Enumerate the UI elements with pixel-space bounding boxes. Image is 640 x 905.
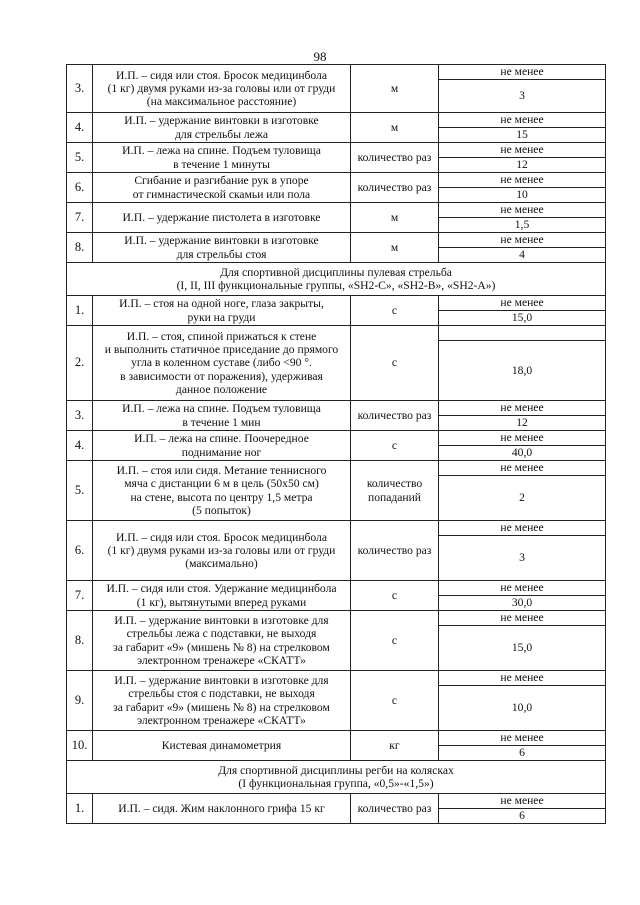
norm-value: 6 xyxy=(439,809,606,824)
exercise-line: поднимание ног xyxy=(181,445,262,459)
exercise-cell xyxy=(93,794,351,824)
section-header-line: (I функциональная группа, «0,5»-«1,5») xyxy=(238,777,434,790)
exercise-line: стрельбы лежа с подставки, не выходя xyxy=(126,627,317,641)
exercise-line: И.П. – сидя или стоя. Бросок медицинбола xyxy=(115,530,327,544)
exercise-line: (на максимальное расстояние) xyxy=(146,95,297,109)
exercise-line: (1 кг), вытянутыми вперед руками xyxy=(136,595,307,609)
unit-cell: количество раз xyxy=(351,521,439,581)
unit-cell: количество раз xyxy=(351,173,439,203)
norm-value: 2 xyxy=(439,476,606,521)
exercise-line: за габарит «9» (мишень № 8) на стрелковом xyxy=(113,640,330,654)
exercise-line: на стене, высота по центру 1,5 метра xyxy=(130,490,313,504)
exercise-line: (1 кг) двумя руками из-за головы или от груди xyxy=(107,81,336,95)
exercise-line: в течение 1 мин xyxy=(182,415,261,429)
norm-label: не менее xyxy=(439,671,606,686)
exercise-line: Кистевая динамометрия xyxy=(161,738,282,752)
table-row xyxy=(67,731,606,746)
norm-value: 40,0 xyxy=(439,446,606,461)
exercise-cell xyxy=(93,233,351,263)
exercise-line: от гимнастической скамьи или пола xyxy=(132,187,311,201)
exercise-cell xyxy=(93,65,351,113)
norm-label: не менее xyxy=(439,794,606,809)
table-row xyxy=(67,401,606,416)
exercise-line: И.П. – сидя или стоя. Бросок медицинбола xyxy=(115,68,327,82)
exercise-cell xyxy=(93,671,351,731)
table-row xyxy=(67,611,606,626)
unit-cell: количество раз xyxy=(351,143,439,173)
norm-label: не менее xyxy=(439,611,606,626)
row-number: 4. xyxy=(67,431,93,461)
unit-cell: количество раз xyxy=(351,794,439,824)
table-row xyxy=(67,431,606,446)
norm-label: не менее xyxy=(439,731,606,746)
norm-label: не менее xyxy=(439,173,606,188)
exercise-cell xyxy=(93,113,351,143)
unit-cell: количество попаданий xyxy=(351,461,439,521)
page-number: 98 xyxy=(313,49,327,64)
section-header-row xyxy=(67,263,606,296)
exercise-line: для стрельбы лежа xyxy=(175,127,268,141)
exercise-line: электронном тренажере «СКАТТ» xyxy=(137,653,306,667)
row-number: 8. xyxy=(67,233,93,263)
exercise-line: в течение 1 минуты xyxy=(173,157,270,171)
section-header xyxy=(67,263,606,296)
section-header xyxy=(67,761,606,794)
table-row xyxy=(67,113,606,128)
unit-cell: м xyxy=(351,65,439,113)
exercise-line: И.П. – удержание винтовки в изготовке для xyxy=(114,674,329,688)
exercise-line: и выполнить статичное приседание до прямого xyxy=(104,343,339,357)
table-row xyxy=(67,173,606,188)
exercise-cell xyxy=(93,731,351,761)
exercise-cell xyxy=(93,203,351,233)
exercise-line: электронном тренажере «СКАТТ» xyxy=(137,713,306,727)
norm-label: не менее xyxy=(439,143,606,158)
exercise-line: И.П. – лежа на спине. Подъем туловища xyxy=(122,402,321,416)
row-number: 1. xyxy=(67,794,93,824)
norm-value: 6 xyxy=(439,746,606,761)
table-row xyxy=(67,671,606,686)
norm-label: не менее xyxy=(439,233,606,248)
exercise-line: И.П. – сидя. Жим наклонного грифа 15 кг xyxy=(118,801,325,815)
table-row xyxy=(67,203,606,218)
norm-label: не менее xyxy=(439,461,606,476)
exercise-line: стрельбы стоя с подставки, не выходя xyxy=(128,687,315,701)
exercise-line: руки на груди xyxy=(187,310,256,324)
unit-cell: с xyxy=(351,326,439,401)
row-number: 6. xyxy=(67,521,93,581)
table-row xyxy=(67,521,606,536)
exercise-cell xyxy=(93,401,351,431)
unit-cell: с xyxy=(351,671,439,731)
norm-label: не менее xyxy=(439,296,606,311)
exercise-cell xyxy=(93,461,351,521)
unit-cell: м xyxy=(351,113,439,143)
exercise-line: И.П. – удержание винтовки в изготовке xyxy=(124,234,319,248)
row-number: 10. xyxy=(67,731,93,761)
norm-value: 15,0 xyxy=(439,626,606,671)
row-number: 3. xyxy=(67,401,93,431)
exercise-line: И.П. – удержание винтовки в изготовке для xyxy=(114,614,329,628)
unit-cell: м xyxy=(351,203,439,233)
exercise-line: данное положение xyxy=(175,382,268,396)
exercise-line: Сгибание и разгибание рук в упоре xyxy=(134,174,309,188)
row-number: 4. xyxy=(67,113,93,143)
norm-value: 12 xyxy=(439,416,606,431)
norms-table-body xyxy=(67,65,606,824)
exercise-cell xyxy=(93,521,351,581)
norm-label: не менее xyxy=(439,401,606,416)
row-number: 5. xyxy=(67,143,93,173)
section-header-line: (I, II, III функциональные группы, «SH2-C», «SH2-B», «SH2-A») xyxy=(176,279,496,292)
exercise-line: И.П. – лежа на спине. Подъем туловища xyxy=(122,144,321,158)
norm-label: не менее xyxy=(439,113,606,128)
norm-value: 12 xyxy=(439,158,606,173)
table-row xyxy=(67,326,606,341)
norm-value: 15,0 xyxy=(439,311,606,326)
exercise-line: в зависимости от поражения), удерживая xyxy=(120,369,323,383)
norms-table xyxy=(66,64,606,824)
norm-label: не менее xyxy=(439,65,606,80)
norm-label xyxy=(439,326,606,341)
exercise-line: И.П. – сидя или стоя. Удержание медицинбола xyxy=(106,582,337,596)
exercise-cell xyxy=(93,173,351,203)
exercise-line: И.П. – стоя, спиной прижаться к стене xyxy=(126,329,317,343)
exercise-cell xyxy=(93,581,351,611)
exercise-cell xyxy=(93,611,351,671)
exercise-line: И.П. – лежа на спине. Поочередное xyxy=(134,432,309,446)
exercise-line: угла в коленном суставе (либо <90 °. xyxy=(131,356,312,370)
table-row xyxy=(67,794,606,809)
exercise-line: И.П. – стоя или сидя. Метание теннисного xyxy=(116,464,327,478)
norm-value: 10,0 xyxy=(439,686,606,731)
row-number: 7. xyxy=(67,203,93,233)
exercise-line: И.П. – стоя на одной ноге, глаза закрыты, xyxy=(119,297,324,311)
row-number: 1. xyxy=(67,296,93,326)
exercise-line: И.П. – удержание винтовки в изготовке xyxy=(124,114,319,128)
exercise-line: (5 попыток) xyxy=(192,503,251,517)
norm-value: 30,0 xyxy=(439,596,606,611)
norm-label: не менее xyxy=(439,581,606,596)
row-number: 8. xyxy=(67,611,93,671)
table-row xyxy=(67,581,606,596)
row-number: 6. xyxy=(67,173,93,203)
norm-value: 18,0 xyxy=(439,341,606,401)
unit-cell: кг xyxy=(351,731,439,761)
table-row xyxy=(67,296,606,311)
table-row xyxy=(67,233,606,248)
table-row xyxy=(67,461,606,476)
exercise-line: (максимально) xyxy=(185,557,258,571)
exercise-line: мяча с дистанции 6 м в цель (50x50 см) xyxy=(124,477,319,491)
unit-cell: с xyxy=(351,431,439,461)
row-number: 2. xyxy=(67,326,93,401)
row-number: 7. xyxy=(67,581,93,611)
norm-value: 1,5 xyxy=(439,218,606,233)
exercise-cell xyxy=(93,143,351,173)
unit-cell: с xyxy=(351,581,439,611)
norm-value: 10 xyxy=(439,188,606,203)
row-number: 3. xyxy=(67,65,93,113)
exercise-line: за габарит «9» (мишень № 8) на стрелковом xyxy=(113,700,330,714)
unit-cell: м xyxy=(351,233,439,263)
norm-value: 3 xyxy=(439,536,606,581)
exercise-line: (1 кг) двумя руками из-за головы или от груди xyxy=(107,543,336,557)
table-row xyxy=(67,143,606,158)
exercise-cell xyxy=(93,296,351,326)
unit-cell: с xyxy=(351,296,439,326)
section-header-row xyxy=(67,761,606,794)
section-header-line: Для спортивной дисциплины пулевая стрельба xyxy=(220,265,452,279)
exercise-line: для стрельбы стоя xyxy=(176,247,267,261)
norm-value: 4 xyxy=(439,248,606,263)
table-row xyxy=(67,65,606,80)
unit-cell: с xyxy=(351,611,439,671)
exercise-line: И.П. – удержание пистолета в изготовке xyxy=(122,210,321,224)
norm-label: не менее xyxy=(439,431,606,446)
exercise-cell xyxy=(93,326,351,401)
exercise-cell xyxy=(93,431,351,461)
section-header-line: Для спортивной дисциплины регби на колясках xyxy=(218,763,454,777)
norm-label: не менее xyxy=(439,521,606,536)
row-number: 5. xyxy=(67,461,93,521)
row-number: 9. xyxy=(67,671,93,731)
unit-cell: количество раз xyxy=(351,401,439,431)
norm-label: не менее xyxy=(439,203,606,218)
norm-value: 3 xyxy=(439,80,606,113)
norm-value: 15 xyxy=(439,128,606,143)
